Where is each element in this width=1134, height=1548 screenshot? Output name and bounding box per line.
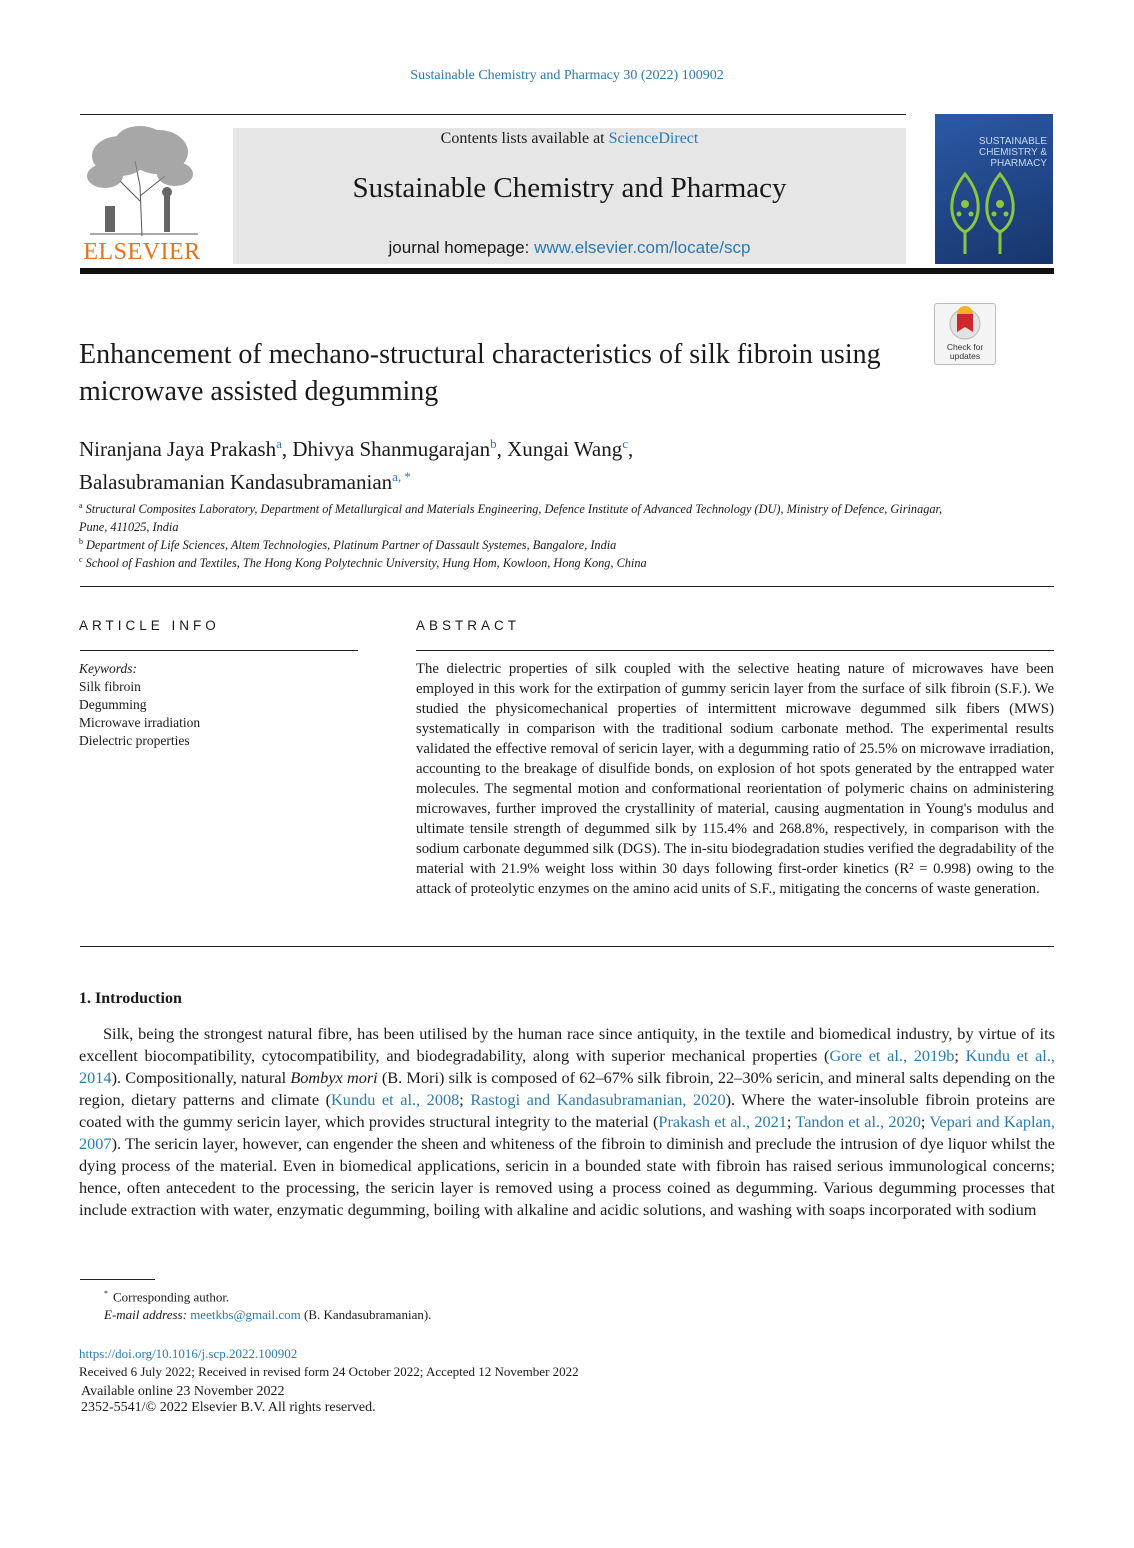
author-name: Balasubramanian Kandasubramanian [79, 470, 393, 494]
affiliation-text: Department of Life Sciences, Altem Technologies, Platinum Partner of Dassault Systemes, Bangalore, India [86, 538, 617, 553]
leaf-icon [935, 114, 1053, 264]
footnote-mark: * [104, 1289, 108, 1298]
keyword: Silk fibroin [79, 679, 141, 694]
author-name: Dhivya Shanmugarajan [292, 437, 491, 461]
citation-link[interactable]: Kundu et al., 2008 [331, 1090, 460, 1109]
affiliation [79, 497, 959, 536]
elsevier-logo [80, 126, 204, 266]
article-title: Enhancement of mechano-structural characteristics of silk fibroin using microwave assisted degumming [79, 339, 881, 407]
homepage-link[interactable]: www.elsevier.com/locate/scp [534, 238, 751, 257]
intro-paragraph: Silk, being the strongest natural fibre, has been utilised by the human race since antiquity, in the textile and biomedical industry, by virtue of its excellent biocompatibility, cytocompatibility, and biodegradability, along with superior mechanical properties (Gore et al., 2019b; Kundu et al., 2014). Compositionally, natural Bombyx mori (B. Mori) silk is composed of 62–67% silk fibroin, 22–30% sericin, and mineral salts depending on the region, dietary patterns and climate (Kundu et al., 2008; Rastogi and Kandasubramanian, 2020). Where the water-insoluble fibroin proteins are coated with the gummy sericin layer, which provides structural integrity to the material (Prakash et al., 2021; Tandon et al., 2020; Vepari and Kaplan, 2007). The sericin layer, however, can engender the sheen and whiteness of the fibroin to diminish and preclude the intrusion of dye liquor whilst the dying process of the material. Even in biomedical applications, sericin in a bounded state with fibroin has raised serious immunological concerns; hence, often antecedent to the processing, the sericin layer is removed using a process coined as degumming. Various degumming processes that include extraction with water, enzymatic degumming, boiling with alkaline and acidic solutions, and washing with soaps incorporated with sodium [79, 1024, 1056, 1219]
cover-title: SUSTAINABLE CHEMISTRY & PHARMACY [978, 136, 1047, 169]
affiliation-mark[interactable]: a, * [392, 469, 411, 484]
keyword: Dielectric properties [79, 733, 190, 748]
affiliation-text: School of Fashion and Textiles, The Hong Kong Polytechnic University, Hung Hom, Kowloon, Hong Kong, China [85, 556, 647, 571]
journal-header-box [233, 128, 906, 264]
species-name: Bombyx mori [290, 1068, 378, 1087]
homepage-line [233, 238, 906, 258]
keywords-block [79, 660, 359, 750]
homepage-prefix: journal homepage: [388, 238, 535, 257]
crossmark-label: Check for updates [946, 342, 984, 361]
citation-link[interactable]: Rastogi and Kandasubramanian, 2020 [470, 1090, 726, 1109]
crossmark-icon [935, 304, 995, 344]
email-suffix: (B. Kandasubramanian). [300, 1307, 432, 1322]
affiliation-letter: a [79, 501, 83, 510]
affiliation-letter: c [79, 555, 83, 564]
contents-line [233, 130, 906, 148]
citation-link[interactable]: Kundu et al., 2014 [79, 1046, 1055, 1087]
footnote-text: Corresponding author. [113, 1289, 230, 1305]
keyword: Microwave irradiation [79, 715, 201, 730]
divider [416, 650, 1054, 651]
abstract-text: The dielectric properties of silk coupled with the selective heating nature of microwaves have been employed in this work for the extirpation of gummy sericin layer from the surface of silk fibroin (S.F.). We studied the physicomechanical properties of intermittent microwave degummed silk fibers (MWS) systematically in comparison with the traditional sodium carbonate method. The experimental results validated the effective removal of sericin layer, with a degumming ratio of 25.5% on microwave irradiation, accounting to the breakage of disulfide bonds, on explosion of hot spots generated by the entrapped water molecules. The segmental motion and conformational reorientation of polymeric chains on administering microwaves, further improved the crystallinity of material, causing augmentation in Young's modulus and ultimate tensile strength of degummed silk by 115.4% and 268.8%, respectively, in comparison with the sodium carbonate degummed silk (DGS). The in-situ biodegradation studies verified the degradability of the material with 21.9% weight loss within 30 days following first-order kinetics (R² = 0.998) owing to the attack of proteolytic enzymes on the amino acid units of S.F., mitigating the concerns of waste generation. [416, 661, 1054, 897]
available-online: Available online 23 November 2022 [81, 1384, 285, 1399]
sciencedirect-link[interactable]: ScienceDirect [608, 130, 699, 147]
divider [80, 650, 358, 651]
abstract-heading: ABSTRACT [416, 618, 521, 633]
elsevier-wordmark: ELSEVIER [83, 239, 201, 265]
contents-prefix: Contents lists available at [440, 130, 609, 147]
email-footnote [104, 1307, 431, 1323]
article-info-heading: ARTICLE INFO [79, 618, 220, 633]
affiliation-mark[interactable]: c [622, 436, 629, 451]
journal-cover [935, 114, 1053, 264]
citation-link[interactable]: Vepari and Kaplan, 2007 [79, 1112, 1055, 1153]
received-dates: Received 6 July 2022; Received in revised form 24 October 2022; Accepted 12 November 2022 [79, 1364, 579, 1379]
affiliation-text: Structural Composites Laboratory, Department of Metallurgical and Materials Engineering, Defence Institute of Advanced Technology (DU), Ministry of Defence, Girinagar, Pune, 411025, India [79, 502, 943, 535]
top-divider [80, 114, 906, 115]
journal-title: Sustainable Chemistry and Pharmacy [352, 172, 787, 204]
keyword: Degumming [79, 697, 147, 712]
affiliation-mark[interactable]: b [490, 436, 497, 451]
email-label: E-mail address: [104, 1307, 191, 1322]
author-name: Niranjana Jaya Prakash [79, 437, 277, 461]
divider [80, 946, 1054, 947]
affiliation-mark[interactable]: a [276, 436, 282, 451]
journal-reference[interactable]: Sustainable Chemistry and Pharmacy 30 (2022) 100902 [410, 68, 724, 83]
corresponding-footnote [104, 1289, 229, 1305]
header-divider [80, 268, 1054, 274]
citation-link[interactable]: Gore et al., 2019b [829, 1046, 955, 1065]
copyright: 2352-5541/© 2022 Elsevier B.V. All rights reserved. [81, 1400, 376, 1415]
affiliation-letter: b [79, 537, 83, 546]
citation-link[interactable]: Tandon et al., 2020 [795, 1112, 921, 1131]
affiliation [79, 551, 959, 572]
footnote-divider [80, 1279, 155, 1280]
email-link[interactable]: meetkbs@gmail.com [190, 1307, 301, 1322]
doi-link[interactable]: https://doi.org/10.1016/j.scp.2022.100902 [79, 1346, 298, 1361]
citation-link[interactable]: Prakash et al., 2021 [658, 1112, 787, 1131]
author-name: Xungai Wang [507, 437, 623, 461]
divider [80, 586, 1054, 587]
section-heading: 1. Introduction [79, 990, 182, 1007]
keywords-label: Keywords: [79, 661, 137, 676]
tree-icon [80, 126, 204, 238]
author-list: Niranjana Jaya Prakash$^a$, Dhivya Shanmugarajan$^b$, Xungai Wang$^c$, Balasubramanian Kandasubramanian$^{a, *}$ [79, 436, 634, 494]
check-for-updates-badge[interactable] [934, 303, 996, 365]
